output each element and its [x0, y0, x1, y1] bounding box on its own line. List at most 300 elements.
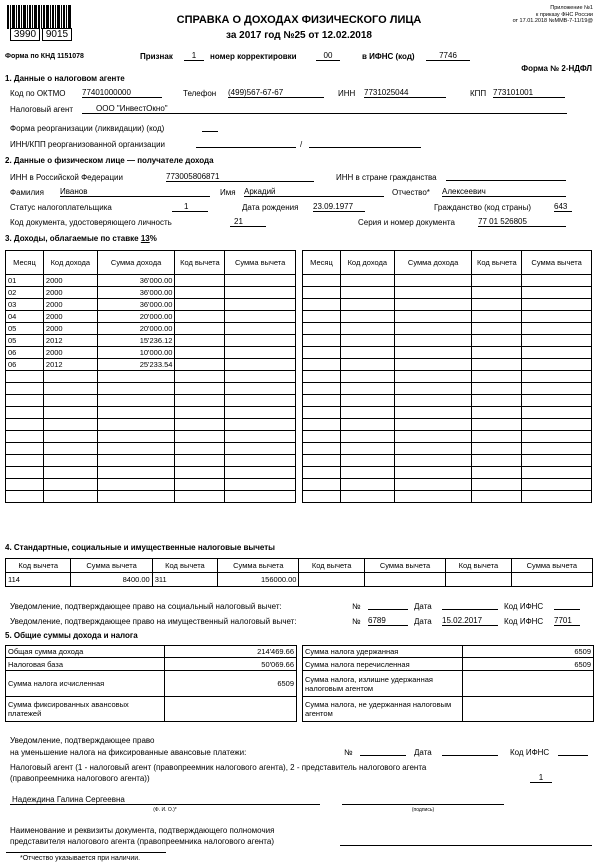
- signature-field[interactable]: [342, 795, 504, 805]
- property-date-label: Дата: [414, 617, 432, 626]
- month-cell[interactable]: [303, 455, 341, 467]
- deduction-code-cell[interactable]: [446, 573, 511, 587]
- fixed-payments-value[interactable]: [165, 697, 297, 722]
- tax-excess-value[interactable]: [462, 671, 593, 697]
- deduction-sum-cell[interactable]: [225, 311, 296, 323]
- income-sum-cell[interactable]: [394, 359, 472, 371]
- deduction-sum-cell[interactable]: [225, 383, 296, 395]
- income-code-cell[interactable]: [340, 419, 394, 431]
- tax-rate-percent: %: [149, 234, 157, 243]
- col-income-sum: Сумма дохода: [394, 251, 472, 275]
- table-row: [303, 275, 592, 287]
- total-income-value[interactable]: 214'469.66: [165, 646, 297, 658]
- agent-label: Налоговый агент: [10, 105, 74, 114]
- income-sum-cell[interactable]: [97, 371, 175, 383]
- month-cell[interactable]: [303, 287, 341, 299]
- month-cell[interactable]: [303, 335, 341, 347]
- deduction-code-cell[interactable]: [472, 311, 522, 323]
- fixed-notice-label-2: на уменьшение налога на фиксированные авансовые платежи:: [10, 748, 247, 757]
- deduction-code-cell[interactable]: [472, 431, 522, 443]
- patronymic-label: Отчество*: [392, 188, 430, 197]
- property-no-label: №: [352, 617, 361, 626]
- month-cell[interactable]: [303, 383, 341, 395]
- income-sum-cell[interactable]: 36'000.00: [97, 287, 175, 299]
- deduction-code-header: Код вычета: [299, 559, 364, 573]
- fixed-date-field[interactable]: [442, 747, 498, 756]
- income-sum-cell[interactable]: [394, 299, 472, 311]
- social-date-label: Дата: [414, 602, 432, 611]
- month-cell[interactable]: [303, 275, 341, 287]
- deduction-sum-cell[interactable]: 8400.00: [71, 573, 152, 587]
- income-sum-cell[interactable]: [394, 467, 472, 479]
- month-cell[interactable]: [6, 443, 44, 455]
- deduction-code-cell[interactable]: [175, 335, 225, 347]
- deduction-code-cell[interactable]: [472, 467, 522, 479]
- tax-calculated-value[interactable]: 6509: [165, 671, 297, 697]
- signature-caption: (подпись): [411, 807, 435, 813]
- month-cell[interactable]: 03: [6, 299, 44, 311]
- surname-label: Фамилия: [10, 188, 44, 197]
- deduction-sum-cell[interactable]: [225, 371, 296, 383]
- income-code-cell[interactable]: [43, 383, 97, 395]
- income-sum-cell[interactable]: [394, 383, 472, 395]
- agent-sign-label-1: Налоговый агент (1 - налоговый агент (правопреемник налогового агента), 2 - представитель налогового агента: [10, 763, 427, 772]
- month-cell[interactable]: [303, 359, 341, 371]
- deduction-sum-cell[interactable]: [522, 479, 592, 491]
- income-code-cell[interactable]: 2012: [43, 335, 97, 347]
- income-sum-cell[interactable]: [394, 311, 472, 323]
- appendix-line: Приложение №1: [550, 5, 593, 11]
- deduction-code-cell[interactable]: [472, 383, 522, 395]
- birth-field[interactable]: 23.09.1977: [313, 202, 365, 212]
- signer-name-field[interactable]: Надеждина Галина Сергеевна: [10, 795, 320, 805]
- month-cell[interactable]: 05: [6, 335, 44, 347]
- deduction-sum-header: Сумма вычета: [218, 559, 299, 573]
- month-cell[interactable]: [6, 419, 44, 431]
- month-cell[interactable]: [303, 431, 341, 443]
- month-cell[interactable]: [6, 455, 44, 467]
- totals-table-right: [302, 645, 594, 722]
- tax-not-withheld-value[interactable]: [462, 697, 593, 722]
- month-cell[interactable]: 06: [6, 347, 44, 359]
- deduction-sum-cell[interactable]: 156000.00: [218, 573, 299, 587]
- social-notice-label: Уведомление, подтверждающее право на социальный налоговый вычет:: [10, 602, 282, 611]
- month-cell[interactable]: [303, 419, 341, 431]
- table-row: [6, 479, 296, 491]
- month-cell[interactable]: [6, 383, 44, 395]
- income-code-cell[interactable]: 2000: [43, 311, 97, 323]
- social-no-field[interactable]: [368, 601, 408, 610]
- income-code-cell[interactable]: [43, 467, 97, 479]
- table-row: [303, 335, 592, 347]
- deduction-sum-cell[interactable]: [225, 275, 296, 287]
- income-code-cell[interactable]: [340, 275, 394, 287]
- income-code-cell[interactable]: 2000: [43, 347, 97, 359]
- deduction-sum-cell[interactable]: [225, 419, 296, 431]
- barcode-number-left: 3990: [10, 28, 40, 41]
- social-ifns-field[interactable]: [554, 601, 580, 610]
- deduction-code-cell[interactable]: [175, 275, 225, 287]
- table-row: [303, 419, 592, 431]
- col-income-code: Код дохода: [340, 251, 394, 275]
- fixed-no-label: №: [344, 748, 353, 757]
- income-code-cell[interactable]: [340, 323, 394, 335]
- deduction-sum-cell[interactable]: [522, 335, 592, 347]
- income-sum-cell[interactable]: 36'000.00: [97, 299, 175, 311]
- deduction-sum-cell[interactable]: [522, 311, 592, 323]
- income-code-cell[interactable]: [43, 491, 97, 503]
- deduction-code-cell[interactable]: [175, 431, 225, 443]
- income-code-cell[interactable]: [340, 395, 394, 407]
- deduction-sum-cell[interactable]: [522, 323, 592, 335]
- deduction-sum-cell[interactable]: [522, 443, 592, 455]
- deduction-code-header: Код вычета: [6, 559, 71, 573]
- income-code-cell[interactable]: [43, 395, 97, 407]
- income-sum-cell[interactable]: [394, 287, 472, 299]
- deduction-code-cell[interactable]: 311: [152, 573, 217, 587]
- month-cell[interactable]: [303, 491, 341, 503]
- phone-field[interactable]: (499)567-67-67: [228, 88, 324, 98]
- deduction-sum-cell[interactable]: [522, 419, 592, 431]
- priznak-label: Признак: [140, 52, 173, 61]
- patronymic-field[interactable]: Алексеевич: [442, 187, 566, 197]
- deduction-sum-cell[interactable]: [364, 573, 445, 587]
- income-code-cell[interactable]: [340, 347, 394, 359]
- deduction-code-cell[interactable]: [175, 467, 225, 479]
- income-code-cell[interactable]: [340, 371, 394, 383]
- month-cell[interactable]: [303, 479, 341, 491]
- inn-rf-field[interactable]: 773005806871: [166, 172, 314, 182]
- income-code-cell[interactable]: [43, 407, 97, 419]
- deduction-sum-cell[interactable]: [225, 443, 296, 455]
- page-subtitle: за 2017 год №25 от 12.02.2018: [226, 30, 372, 41]
- deduction-code-cell[interactable]: [175, 383, 225, 395]
- birth-label: Дата рождения: [242, 203, 299, 212]
- property-ifns-field[interactable]: 7701: [554, 616, 580, 626]
- deduction-sum-cell[interactable]: [511, 573, 592, 587]
- section3-title-text: 3. Доходы, облагаемые по ставке: [5, 234, 141, 243]
- income-sum-cell[interactable]: [97, 431, 175, 443]
- income-code-cell[interactable]: [340, 479, 394, 491]
- income-code-cell[interactable]: [340, 455, 394, 467]
- table-row: [303, 431, 592, 443]
- table-row: [303, 479, 592, 491]
- income-table-left: [5, 250, 296, 503]
- deduction-code-cell[interactable]: [472, 335, 522, 347]
- income-code-cell[interactable]: [43, 431, 97, 443]
- fixed-ifns-label: Код ИФНС: [510, 748, 550, 757]
- income-sum-cell[interactable]: 20'000.00: [97, 311, 175, 323]
- income-code-cell[interactable]: [340, 383, 394, 395]
- income-sum-cell[interactable]: [394, 407, 472, 419]
- income-sum-cell[interactable]: [97, 383, 175, 395]
- month-cell[interactable]: [303, 443, 341, 455]
- deduction-code-cell[interactable]: [175, 311, 225, 323]
- income-sum-cell[interactable]: 20'000.00: [97, 323, 175, 335]
- deduction-code-cell[interactable]: [175, 371, 225, 383]
- month-cell[interactable]: 05: [6, 323, 44, 335]
- form-number: Форма № 2-НДФЛ: [521, 64, 592, 73]
- deduction-code-cell[interactable]: [175, 287, 225, 299]
- deduction-sum-cell[interactable]: [225, 455, 296, 467]
- reorg-inn-field[interactable]: [196, 139, 296, 148]
- income-sum-cell[interactable]: 15'236.12: [97, 335, 175, 347]
- table-row: [303, 323, 592, 335]
- doc-label: Код документа, удостоверяющего личность: [10, 218, 172, 227]
- table-row: [6, 419, 296, 431]
- deduction-code-cell[interactable]: [472, 359, 522, 371]
- month-cell[interactable]: [6, 395, 44, 407]
- inn-foreign-label: ИНН в стране гражданства: [336, 173, 437, 182]
- fixed-no-field[interactable]: [360, 747, 406, 756]
- income-sum-cell[interactable]: [97, 479, 175, 491]
- deduction-sum-cell[interactable]: [522, 347, 592, 359]
- income-sum-cell[interactable]: [394, 419, 472, 431]
- income-sum-cell[interactable]: [97, 491, 175, 503]
- income-code-cell[interactable]: [43, 419, 97, 431]
- income-code-cell[interactable]: 2000: [43, 323, 97, 335]
- table-row: [303, 467, 592, 479]
- deduction-code-cell[interactable]: [472, 275, 522, 287]
- income-sum-cell[interactable]: [97, 419, 175, 431]
- rep-doc-field[interactable]: [340, 836, 592, 846]
- income-code-cell[interactable]: [340, 335, 394, 347]
- month-cell[interactable]: [303, 407, 341, 419]
- deduction-sum-cell[interactable]: [522, 407, 592, 419]
- deduction-sum-cell[interactable]: [225, 395, 296, 407]
- tax-base-label: Налоговая база: [6, 658, 165, 671]
- doc-field[interactable]: 21: [230, 217, 266, 227]
- deduction-code-cell[interactable]: [472, 443, 522, 455]
- deduction-sum-cell[interactable]: [522, 287, 592, 299]
- col-deduction-sum: Сумма вычета: [522, 251, 592, 275]
- deduction-sum-cell[interactable]: [225, 491, 296, 503]
- month-cell[interactable]: [6, 431, 44, 443]
- month-cell[interactable]: [303, 311, 341, 323]
- deduction-code-cell[interactable]: [175, 359, 225, 371]
- deduction-sum-cell[interactable]: [225, 479, 296, 491]
- priznak-field[interactable]: 1: [184, 51, 204, 61]
- income-sum-cell[interactable]: [394, 395, 472, 407]
- deduction-sum-cell[interactable]: [522, 491, 592, 503]
- deduction-code-cell[interactable]: [175, 491, 225, 503]
- deduction-sum-cell[interactable]: [225, 335, 296, 347]
- deduction-sum-cell[interactable]: [225, 299, 296, 311]
- deduction-code-cell[interactable]: [299, 573, 364, 587]
- income-code-cell[interactable]: [340, 407, 394, 419]
- deduction-sum-cell[interactable]: [522, 359, 592, 371]
- deduction-sum-cell[interactable]: [225, 323, 296, 335]
- status-field[interactable]: 1: [172, 202, 208, 212]
- col-deduction-sum: Сумма вычета: [225, 251, 296, 275]
- property-no-field[interactable]: 6789: [368, 616, 408, 626]
- income-sum-cell[interactable]: [97, 455, 175, 467]
- deduction-code-cell[interactable]: [175, 419, 225, 431]
- income-sum-cell[interactable]: 25'233.54: [97, 359, 175, 371]
- deduction-code-cell[interactable]: [472, 479, 522, 491]
- oktmo-field[interactable]: 77401000000: [82, 88, 162, 98]
- month-cell[interactable]: [6, 467, 44, 479]
- deduction-code-cell[interactable]: [175, 407, 225, 419]
- month-cell[interactable]: [303, 323, 341, 335]
- tax-base-value[interactable]: 50'069.66: [165, 658, 297, 671]
- inn-field[interactable]: 7731025044: [364, 88, 446, 98]
- month-cell[interactable]: 01: [6, 275, 44, 287]
- month-cell[interactable]: [6, 491, 44, 503]
- month-cell[interactable]: [6, 479, 44, 491]
- deduction-sum-cell[interactable]: [522, 275, 592, 287]
- income-code-cell[interactable]: 2012: [43, 359, 97, 371]
- income-sum-cell[interactable]: [97, 443, 175, 455]
- tax-transferred-value[interactable]: 6509: [462, 658, 593, 671]
- section3-title: [5, 234, 157, 243]
- deduction-sum-cell[interactable]: [522, 395, 592, 407]
- deduction-sum-cell[interactable]: [225, 467, 296, 479]
- income-code-cell[interactable]: [43, 455, 97, 467]
- deduction-code-cell[interactable]: [472, 455, 522, 467]
- deduction-sum-cell[interactable]: [522, 431, 592, 443]
- table-row: [6, 323, 296, 335]
- income-code-cell[interactable]: [340, 299, 394, 311]
- month-cell[interactable]: [303, 347, 341, 359]
- income-code-cell[interactable]: [340, 491, 394, 503]
- agent-sign-label-2: (правопреемника налогового агента)): [10, 774, 150, 783]
- income-sum-cell[interactable]: [394, 443, 472, 455]
- deduction-code-cell[interactable]: [472, 287, 522, 299]
- agent-sign-field[interactable]: 1: [530, 773, 552, 783]
- income-code-cell[interactable]: [340, 431, 394, 443]
- deduction-code-header: Код вычета: [152, 559, 217, 573]
- deduction-code-cell[interactable]: [175, 455, 225, 467]
- month-cell[interactable]: 06: [6, 359, 44, 371]
- deduction-code-cell[interactable]: [472, 323, 522, 335]
- income-sum-cell[interactable]: [97, 407, 175, 419]
- deduction-code-cell[interactable]: [175, 479, 225, 491]
- income-code-cell[interactable]: [43, 479, 97, 491]
- reorg-field[interactable]: [202, 123, 218, 132]
- deduction-sum-cell[interactable]: [522, 467, 592, 479]
- income-code-cell[interactable]: [340, 359, 394, 371]
- corr-field[interactable]: 00: [316, 51, 340, 61]
- corr-label: номер корректировки: [210, 52, 297, 61]
- kpp-field[interactable]: 773101001: [493, 88, 565, 98]
- section2-title: 2. Данные о физическом лице — получателе дохода: [5, 156, 214, 165]
- income-sum-cell[interactable]: [394, 323, 472, 335]
- reorg-kpp-field[interactable]: [309, 139, 421, 148]
- table-row: [303, 299, 592, 311]
- deduction-sum-cell[interactable]: [522, 383, 592, 395]
- property-date-field[interactable]: 15.02.2017: [442, 616, 498, 626]
- income-sum-cell[interactable]: [394, 479, 472, 491]
- deduction-sum-cell[interactable]: [225, 431, 296, 443]
- name-field[interactable]: Аркадий: [244, 187, 384, 197]
- property-ifns-label: Код ИФНС: [504, 617, 544, 626]
- month-cell[interactable]: [303, 395, 341, 407]
- deduction-sum-cell[interactable]: [225, 359, 296, 371]
- month-cell[interactable]: [6, 371, 44, 383]
- deduction-sum-cell[interactable]: [225, 347, 296, 359]
- social-ifns-label: Код ИФНС: [504, 602, 544, 611]
- income-sum-cell[interactable]: 36'000.00: [97, 275, 175, 287]
- income-sum-cell[interactable]: [394, 335, 472, 347]
- month-cell[interactable]: 02: [6, 287, 44, 299]
- series-label: Серия и номер документа: [358, 218, 455, 227]
- social-date-field[interactable]: [442, 601, 498, 610]
- table-row: [6, 287, 296, 299]
- income-code-cell[interactable]: [43, 443, 97, 455]
- deduction-code-cell[interactable]: [175, 323, 225, 335]
- month-cell[interactable]: [303, 299, 341, 311]
- deduction-code-cell[interactable]: [472, 407, 522, 419]
- deduction-code-cell[interactable]: 114: [6, 573, 71, 587]
- table-row: [6, 311, 296, 323]
- deduction-code-cell[interactable]: [175, 395, 225, 407]
- income-sum-cell[interactable]: [394, 371, 472, 383]
- income-code-cell[interactable]: [340, 443, 394, 455]
- income-code-cell[interactable]: [43, 371, 97, 383]
- income-code-cell[interactable]: 2000: [43, 287, 97, 299]
- deduction-code-header: Код вычета: [446, 559, 511, 573]
- income-code-cell[interactable]: [340, 467, 394, 479]
- month-cell[interactable]: [6, 407, 44, 419]
- income-code-cell[interactable]: 2000: [43, 275, 97, 287]
- deduction-code-cell[interactable]: [472, 371, 522, 383]
- income-sum-cell[interactable]: [394, 431, 472, 443]
- deduction-sum-cell[interactable]: [522, 455, 592, 467]
- table-row: [303, 287, 592, 299]
- surname-field[interactable]: Иванов: [60, 187, 210, 197]
- income-sum-cell[interactable]: [97, 395, 175, 407]
- income-sum-cell[interactable]: [394, 347, 472, 359]
- fixed-ifns-field[interactable]: [558, 747, 588, 756]
- income-code-cell[interactable]: 2000: [43, 299, 97, 311]
- deduction-code-cell[interactable]: [472, 491, 522, 503]
- deduction-code-cell[interactable]: [175, 347, 225, 359]
- deduction-sum-cell[interactable]: [225, 407, 296, 419]
- table-row: [6, 491, 296, 503]
- deduction-code-cell[interactable]: [472, 347, 522, 359]
- table-row: [6, 299, 296, 311]
- inn-foreign-field[interactable]: [446, 172, 566, 181]
- table-row: [6, 275, 296, 287]
- income-sum-cell[interactable]: [97, 467, 175, 479]
- col-deduction-code: Код вычета: [472, 251, 522, 275]
- tax-calculated-label: Сумма налога исчисленная: [6, 671, 165, 697]
- series-field[interactable]: 77 01 526805: [478, 217, 566, 227]
- tax-withheld-value[interactable]: 6509: [462, 646, 593, 658]
- deduction-code-cell[interactable]: [472, 419, 522, 431]
- deduction-sum-cell[interactable]: [225, 287, 296, 299]
- ifns-field[interactable]: 7746: [426, 51, 470, 61]
- deduction-code-cell[interactable]: [175, 299, 225, 311]
- deduction-code-cell[interactable]: [472, 299, 522, 311]
- agent-field[interactable]: ООО "ИнвестОкно": [82, 104, 567, 114]
- deduction-code-cell[interactable]: [175, 443, 225, 455]
- month-cell[interactable]: 04: [6, 311, 44, 323]
- month-cell[interactable]: [303, 467, 341, 479]
- month-cell[interactable]: [303, 371, 341, 383]
- deduction-sum-cell[interactable]: [522, 371, 592, 383]
- income-sum-cell[interactable]: 10'000.00: [97, 347, 175, 359]
- income-code-cell[interactable]: [340, 287, 394, 299]
- income-sum-cell[interactable]: [394, 455, 472, 467]
- citizen-field[interactable]: 643: [554, 202, 572, 212]
- deduction-code-cell[interactable]: [472, 395, 522, 407]
- deduction-sum-cell[interactable]: [522, 299, 592, 311]
- income-code-cell[interactable]: [340, 311, 394, 323]
- income-sum-cell[interactable]: [394, 275, 472, 287]
- income-sum-cell[interactable]: [394, 491, 472, 503]
